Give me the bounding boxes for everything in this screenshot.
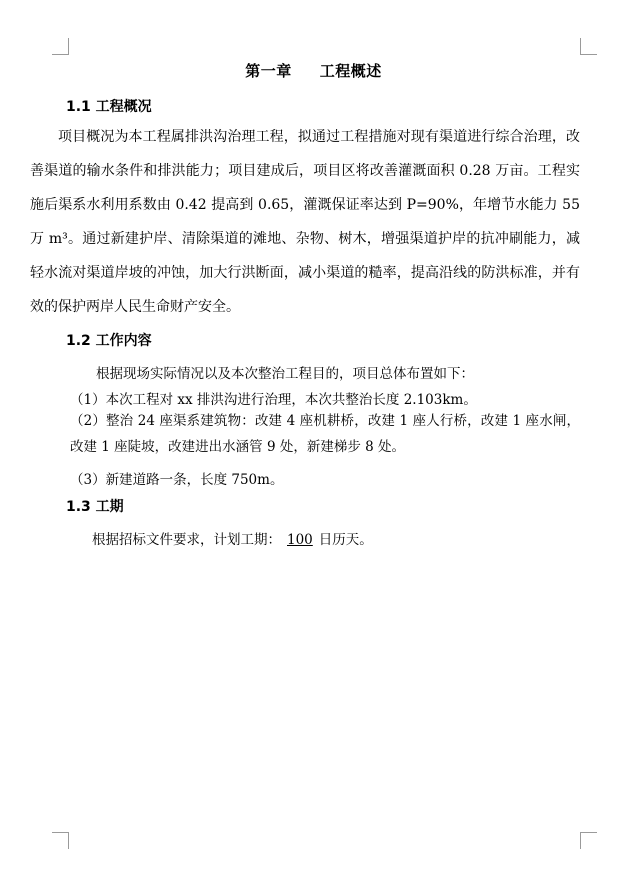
chapter-number: 第一章 <box>245 62 292 80</box>
section-heading-1-2: 1.2 工作内容 <box>66 333 152 349</box>
schedule-line <box>92 528 373 548</box>
section-1-2-intro: 根据现场实际情况以及本次整治工程目的，项目总体布置如下： <box>96 366 474 382</box>
margin-mark-bottom-left <box>52 832 69 849</box>
work-item-1: （1）本次工程对 xx 排洪沟进行治理，本次共整治长度 2.103km。 <box>70 392 477 408</box>
margin-mark-top-left <box>52 38 69 55</box>
section-heading-1-1: 1.1 工程概况 <box>66 99 152 115</box>
schedule-days: 100 <box>287 532 313 548</box>
chapter-name: 工程概述 <box>319 62 382 80</box>
work-item-2: （2）整治 24 座渠系建筑物：改建 4 座机耕桥，改建 1 座人行桥，改建 1 座水闸，改建 1 座陡坡，改建进出水涵管 9 处，新建梯步 8 处。 <box>70 413 580 455</box>
margin-mark-top-right <box>580 38 597 55</box>
section-1-1-paragraph: 项目概况为本工程属排洪沟治理工程，拟通过工程措施对现有渠道进行综合治理，改善渠道的输水条件和排洪能力；项目建成后，项目区将改善灌溉面积 0.28 万亩。工程实施后渠系水利用系数由 0.42 提高到 0.65，灌溉保证率达到 P=90%，年增节水能力 55 万 m³。通过新建护岸、清除渠道的滩地、杂物、树木，增强渠道护岸的抗冲刷能力，减轻水流对渠道岸坡的冲蚀，加大行洪断面，减小渠道的糙率，提高沿线的防洪标准，并有效的保护两岸人民生命财产安全。 <box>30 129 580 315</box>
schedule-text-after: 日历天。 <box>318 532 373 548</box>
chapter-title <box>0 60 627 81</box>
section-heading-1-3: 1.3 工期 <box>66 499 124 515</box>
work-item-3: （3）新建道路一条，长度 750m。 <box>70 472 284 488</box>
schedule-text-before: 根据招标文件要求，计划工期： <box>92 532 281 548</box>
margin-mark-bottom-right <box>580 832 597 849</box>
